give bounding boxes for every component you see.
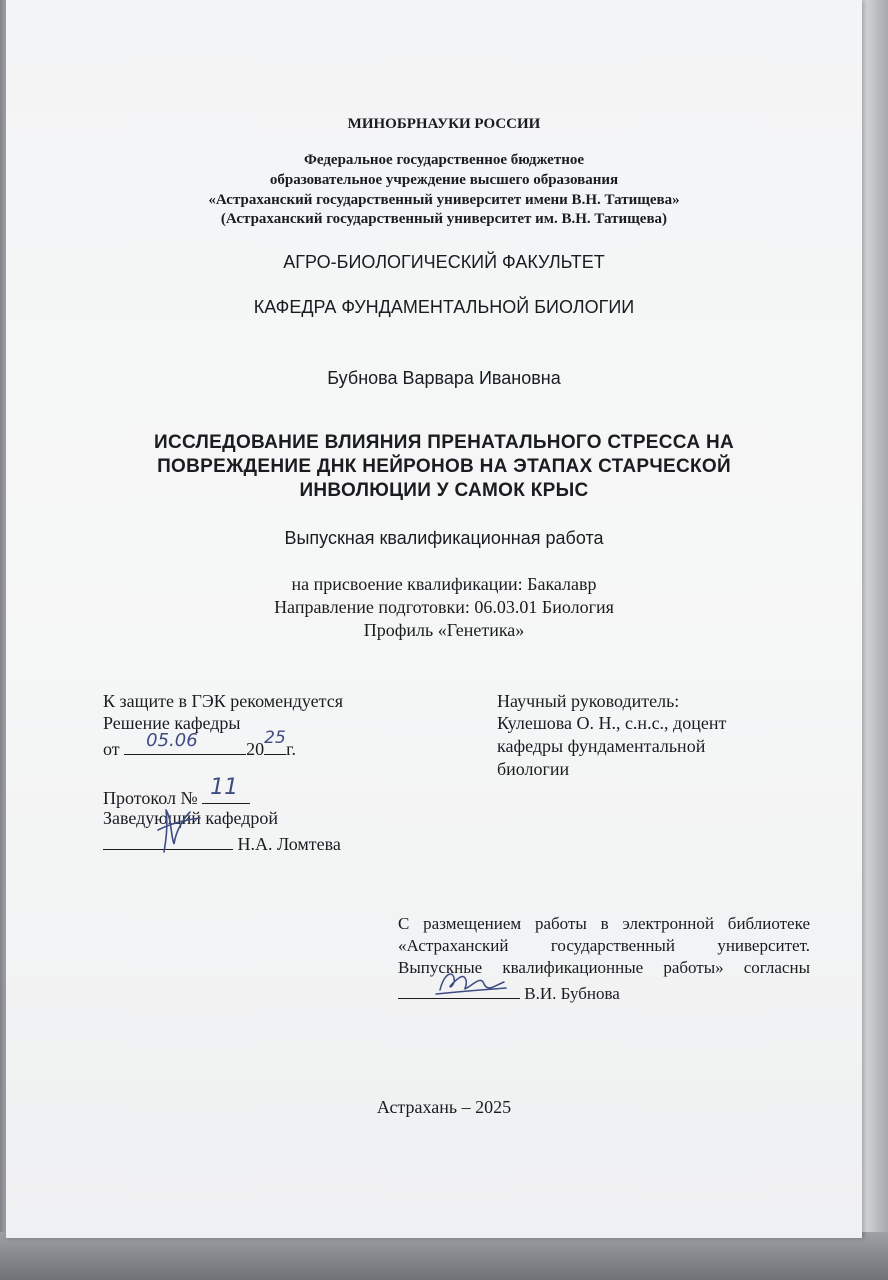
year-blank [264, 728, 286, 755]
author-signature-icon [430, 964, 510, 1000]
consent-word: работы» [663, 958, 724, 977]
institution-line-2: образовательное учреждение высшего образования [269, 172, 619, 188]
consent-word: государственный [550, 936, 675, 955]
thesis-title-line-3: ИНВОЛЮЦИИ У САМОК КРЫС [299, 480, 589, 501]
head-signature-line [103, 831, 341, 855]
qualification-line: на присвоение квалификации: Бакалавр [291, 574, 597, 594]
author-name: Бубнова Варвара Ивановна [327, 368, 561, 388]
consent-word: электронной [622, 914, 714, 933]
head-signature-icon [150, 800, 210, 856]
head-name: Н.А. Ломтева [237, 834, 341, 854]
supervisor-dept-2: биологии [497, 759, 570, 779]
supervisor-name: Кулешова О. Н., с.н.с., доцент [497, 713, 727, 733]
department-name: КАФЕДРА ФУНДАМЕНТАЛЬНОЙ БИОЛОГИИ [253, 297, 635, 317]
recommend-label: К защите в ГЭК рекомендуется [103, 691, 344, 711]
handwritten-protocol-number: 11 [210, 775, 239, 800]
consent-signer: В.И. Бубнова [524, 984, 620, 1003]
supervisor-label: Научный руководитель: [497, 691, 680, 711]
consent-word: работы [534, 914, 587, 933]
from-prefix: от [103, 739, 120, 759]
consent-word: университет. [717, 936, 810, 955]
thesis-title-line-2: ПОВРЕЖДЕНИЕ ДНК НЕЙРОНОВ НА ЭТАПАХ СТАРЧЕСКОЙ [157, 456, 731, 477]
consent-line-1 [398, 914, 810, 934]
faculty-name: АГРО-БИОЛОГИЧЕСКИЙ ФАКУЛЬТЕТ [283, 252, 605, 272]
consent-word: С [398, 914, 410, 933]
institution-line-1: Федеральное государственное бюджетное [303, 152, 585, 168]
direction-line: Направление подготовки: 06.03.01 Биология [274, 597, 614, 617]
profile-line: Профиль «Генетика» [363, 620, 525, 640]
city-year: Астрахань – 2025 [376, 1097, 512, 1117]
handwritten-year: 25 [264, 728, 286, 748]
consent-line-2 [398, 936, 810, 956]
consent-word: согласны [743, 958, 810, 977]
year-prefix: 20 [246, 739, 265, 759]
protocol-label: Протокол № [103, 788, 198, 808]
consent-word: квалификационные [502, 958, 644, 977]
decision-date-line [103, 728, 296, 760]
institution-line-4: (Астраханский государственный университет им. В.Н. Татищева) [220, 211, 668, 227]
surface-edge [0, 1232, 888, 1280]
ministry-heading: МИНОБРНАУКИ РОССИИ [347, 116, 541, 132]
consent-word: размещением [423, 914, 522, 933]
work-type: Выпускная квалификационная работа [284, 528, 604, 548]
supervisor-dept-1: кафедры фундаментальной [497, 736, 706, 756]
consent-word: Выпускные [398, 958, 483, 977]
handwritten-date: 05.06 [146, 730, 198, 751]
consent-word: в [600, 914, 609, 933]
year-suffix: г. [286, 739, 296, 759]
consent-word: библиотеке [727, 914, 810, 933]
date-blank [124, 730, 246, 755]
consent-word: «Астраханский [398, 936, 509, 955]
decision-label: Решение кафедры [103, 713, 241, 733]
thesis-title-line-1: ИССЛЕДОВАНИЕ ВЛИЯНИЯ ПРЕНАТАЛЬНОГО СТРЕССА НА [153, 432, 734, 453]
head-label: Заведующий кафедрой [103, 808, 279, 828]
institution-line-3: «Астраханский государственный университет имени В.Н. Татищева» [208, 192, 680, 208]
